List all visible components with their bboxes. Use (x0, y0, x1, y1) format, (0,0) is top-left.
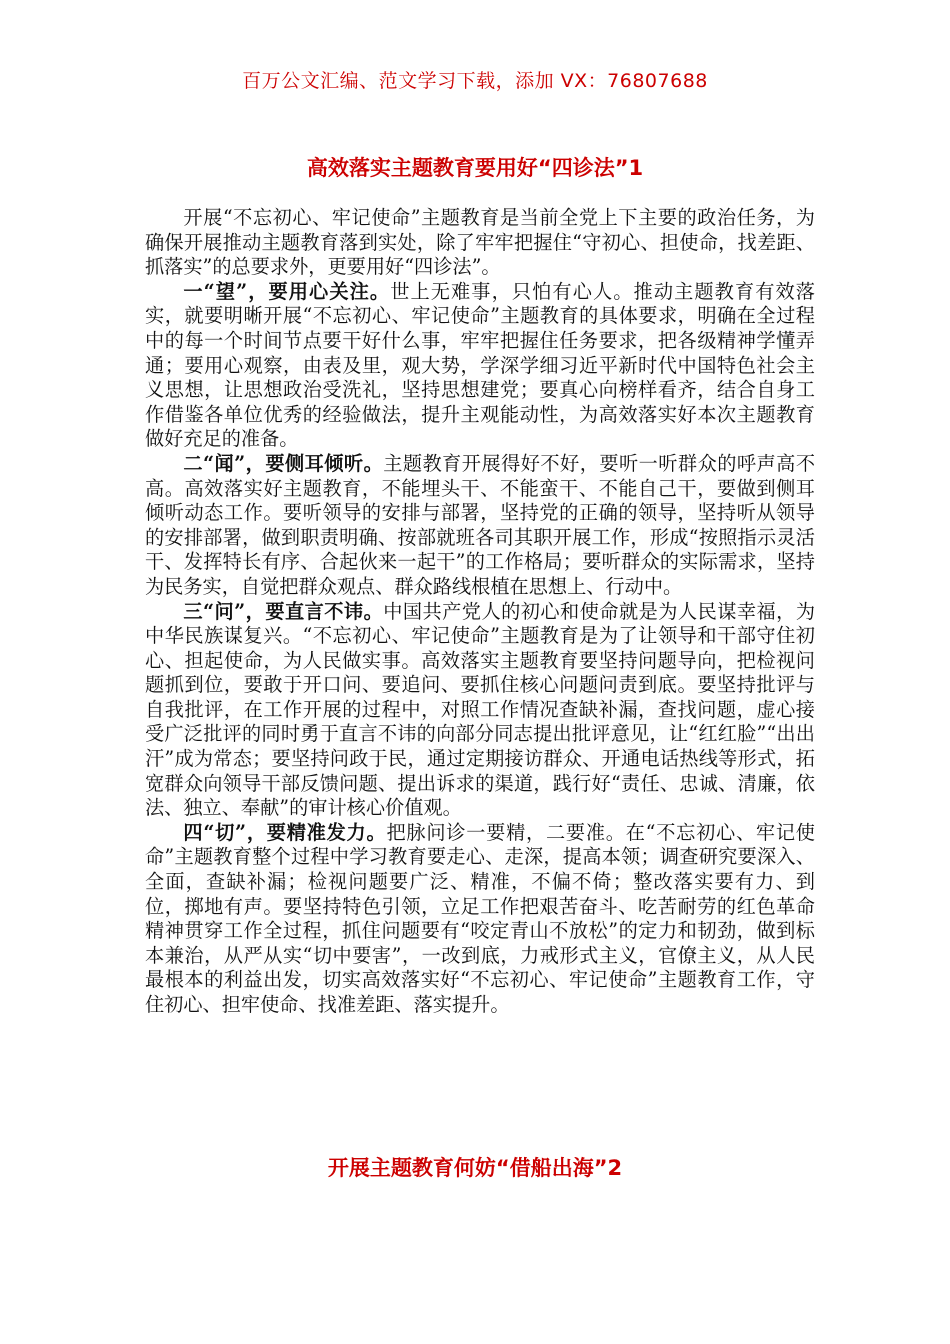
section-paragraph (145, 821, 815, 1018)
intro-paragraph: 开展“不忘初心、牢记使命”主题教育是当前全党上下主要的政治任务，为确保开展推动主题教育落到实处，除了牢牢把握住“守初心、担使命，找差距、抓落实”的总要求外，更要用好“四诊法”。 (145, 206, 815, 279)
section-heading: 四“切”，要精准发力。 (183, 820, 387, 844)
section-text: 中国共产党人的初心和使命就是为人民谋幸福，为中华民族谋复兴。“不忘初心、牢记使命”主题教育是为了让领导和干部守住初心、担起使命，为人民做实事。高效落实主题教育要坚持问题导向，把检视问题抓到位，要敢于开口问、要追问、要抓住核心问题问责到底。要坚持批评与自我批评，在工作开展的过程中，对照工作情况查缺补漏，查找问题，虚心接受广泛批评的同时勇于直言不讳的向部分同志提出批评意见，让“红红脸”“出出汗”成为常态；要坚持问政于民，通过定期接访群众、开通电话热线等形式，拓宽群众向领导干部反馈问题、提出诉求的渠道，践行好“责任、忠诚、清廉，依法、独立、奉献”的审计核心价值观。 (145, 599, 816, 820)
section-heading: 一“望”，要用心关注。 (183, 279, 391, 303)
section-text: 把脉问诊一要精，二要准。在“不忘初心、牢记使命”主题教育整个过程中学习教育要走心、走深，提高本领；调查研究要深入、全面，查缺补漏；检视问题要广泛、精准，不偏不倚；整改落实要有力、到位，掷地有声。要坚持特色引领，立足工作把艰苦奋斗、吃苦耐劳的红色革命精神贯穿工作全过程，抓住问题要有“咬定青山不放松”的定力和韧劲，做到标本兼治，从严从实“切中要害”，一改到底，力戒形式主义，官僚主义，从人民最根本的利益出发，切实高效落实好“不忘初心、牢记使命”主题教育工作，守住初心、担牢使命、找准差距、落实提升。 (145, 820, 815, 1016)
section-heading: 二“闻”，要侧耳倾听。 (183, 451, 384, 475)
header-watermark-note: 百万公文汇编、范文学习下载，添加 VX：76807688 (242, 70, 708, 92)
section-paragraph (145, 280, 815, 452)
article-body (145, 206, 815, 1018)
next-article-title: 开展主题教育何妨“借船出海”2 (327, 1156, 623, 1180)
section-text: 世上无难事，只怕有心人。推动主题教育有效落实，就要明晰开展“不忘初心、牢记使命”主题教育的具体要求，明确在全过程中的每一个时间节点要干好什么事，牢牢把握住任务要求，把各级精神学懂弄通；要用心观察，由表及里，观大势，学深学细习近平新时代中国特色社会主义思想，让思想政治受洗礼，坚持思想建党；要真心向榜样看齐，结合自身工作借鉴各单位优秀的经验做法，提升主观能动性，为高效落实好本次主题教育做好充足的准备。 (145, 279, 815, 451)
section-paragraph (145, 452, 815, 600)
section-paragraph (145, 600, 815, 821)
section-text: 主题教育开展得好不好，要听一听群众的呼声高不高。高效落实好主题教育，不能埋头干、不能蛮干、不能自己干，要做到侧耳倾听动态工作。要听领导的安排与部署，坚持党的正确的领导，坚持听从领导的安排部署，做到职责明确、按部就班各司其职开展工作，形成“按照指示灵活干、发挥特长有序、合起伙来一起干”的工作格局；要听群众的实际需求，坚持为民务实，自觉把群众观点、群众路线根植在思想上、行动中。 (145, 451, 816, 598)
section-heading: 三“问”，要直言不讳。 (183, 599, 384, 623)
article-title: 高效落实主题教育要用好“四诊法”1 (306, 156, 644, 180)
